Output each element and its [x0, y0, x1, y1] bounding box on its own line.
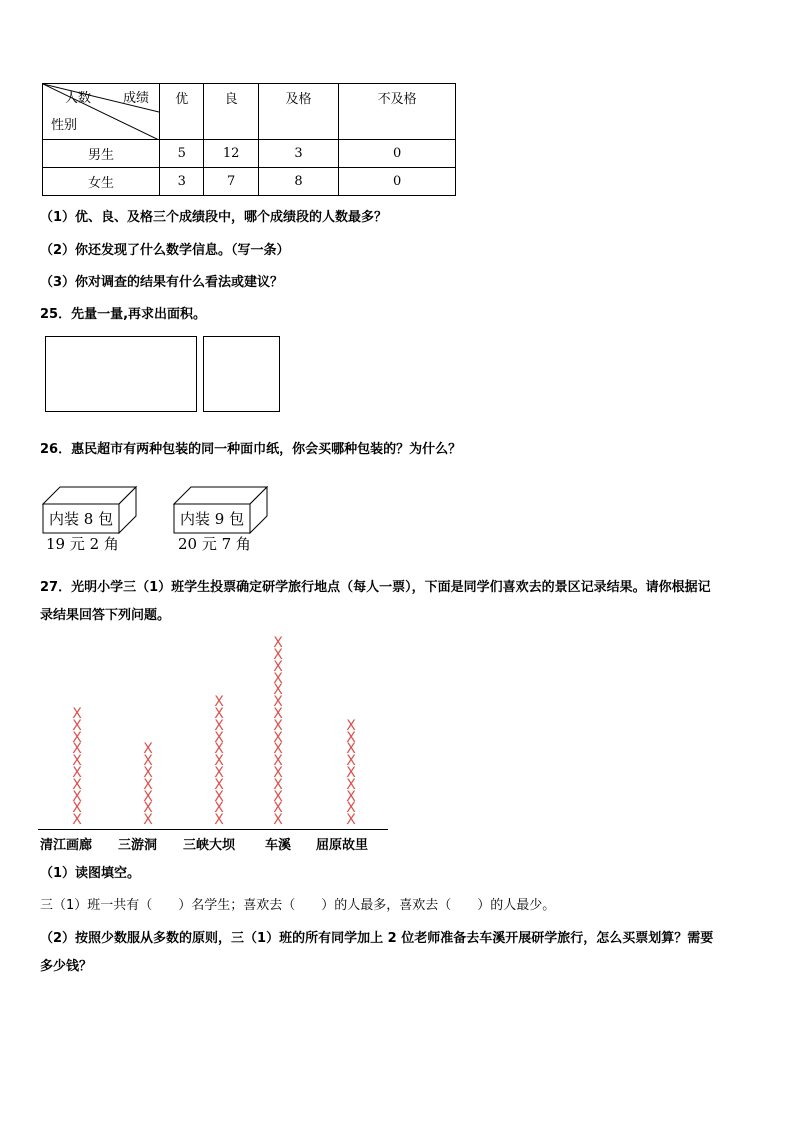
package-label: 内装 9 包 — [180, 510, 245, 528]
corner-bottom-label: 性别 — [51, 118, 78, 133]
tally-column — [212, 694, 226, 829]
tally-mark: X — [273, 788, 283, 805]
tally-mark: X — [72, 717, 82, 734]
table-cell: 3 — [258, 140, 339, 168]
tally-mark: X — [273, 729, 283, 746]
package-box-8 — [42, 486, 138, 538]
tally-mark: X — [143, 764, 153, 781]
tally-mark: X — [214, 812, 224, 829]
tally-mark: X — [72, 741, 82, 758]
tally-mark: X — [72, 812, 82, 829]
q27-sub2-line2: 多少钱？ — [40, 959, 93, 974]
table-cell: 12 — [204, 140, 258, 168]
table-corner-cell — [43, 84, 160, 140]
tally-mark: X — [273, 635, 283, 652]
grade-header: 良 — [204, 84, 258, 140]
tally-mark: X — [214, 800, 224, 817]
tally-mark: X — [143, 741, 153, 758]
grade-header: 不及格 — [339, 84, 456, 140]
tally-mark: X — [214, 753, 224, 770]
q25-text: 25．先量一量,再求出面积。 — [40, 307, 207, 322]
table-cell: 3 — [160, 168, 204, 196]
tally-mark: X — [72, 753, 82, 770]
tally-mark: X — [72, 706, 82, 722]
table-header-row — [43, 84, 456, 140]
corner-right-label: 成绩 — [123, 91, 150, 106]
tally-mark: X — [346, 800, 356, 817]
tally-mark: X — [273, 646, 283, 663]
tally-mark: X — [72, 776, 82, 793]
tally-mark: X — [143, 800, 153, 817]
package-price: 19 元 2 角 — [46, 535, 119, 553]
corner-top-label: 人数 — [65, 91, 92, 106]
table-cell: 5 — [160, 140, 204, 168]
tally-mark: X — [273, 670, 283, 687]
tally-mark: X — [346, 729, 356, 746]
tally-mark: X — [346, 776, 356, 793]
tally-mark: X — [72, 764, 82, 781]
tally-mark: X — [346, 812, 356, 829]
q27-text-line1: 27．光明小学三（1）班学生投票确定研学旅行地点（每人一票），下面是同学们喜欢去的景区记录结果。请你根据记 — [40, 580, 711, 595]
tally-mark: X — [143, 812, 153, 829]
tally-mark: X — [143, 753, 153, 770]
square-shape — [203, 336, 280, 412]
tally-mark: X — [273, 658, 283, 675]
category-label: 三峡大坝 — [183, 838, 236, 853]
package-box-9 — [173, 486, 269, 538]
q27-sub1: （1）读图填空。 — [40, 866, 141, 881]
row-label: 女生 — [43, 168, 160, 196]
grade-header: 优 — [160, 84, 204, 140]
tally-mark: X — [273, 717, 283, 734]
tally-mark: X — [273, 776, 283, 793]
chart-baseline — [38, 829, 388, 830]
tally-mark: X — [214, 788, 224, 805]
rectangle-shape — [45, 336, 197, 412]
tally-mark: X — [214, 764, 224, 781]
q27-sub2-line1: （2）按照少数服从多数的原则，三（1）班的所有同学加上 2 位老师准备去车溪开展研学旅行，怎么买票划算？需要 — [40, 931, 714, 946]
tally-mark: X — [346, 764, 356, 781]
tally-mark: X — [72, 800, 82, 817]
tally-mark: X — [273, 812, 283, 829]
score-table — [42, 83, 456, 196]
package-label: 内装 8 包 — [49, 510, 114, 528]
tally-mark: X — [214, 729, 224, 746]
tally-mark: X — [346, 717, 356, 734]
tally-mark: X — [214, 705, 224, 722]
tally-column — [141, 741, 155, 829]
tally-mark: X — [214, 694, 224, 711]
tally-mark: X — [273, 705, 283, 722]
q24-sub1: （1）优、良、及格三个成绩段中，哪个成绩段的人数最多？ — [40, 210, 388, 225]
tally-mark: X — [346, 788, 356, 805]
tally-mark: X — [72, 788, 82, 805]
category-label: 屈原故里 — [316, 838, 369, 853]
grade-header: 及格 — [258, 84, 339, 140]
tally-mark: X — [273, 764, 283, 781]
table-cell: 0 — [339, 140, 456, 168]
q27-fill-in: 三（1）班一共有（ ）名学生；喜欢去（ ）的人最多，喜欢去（ ）的人最少。 — [40, 898, 556, 913]
tally-column — [70, 706, 84, 829]
package-price: 20 元 7 角 — [178, 535, 251, 553]
q24-sub2: （2）你还发现了什么数学信息。（写一条） — [40, 243, 290, 258]
tally-mark: X — [273, 753, 283, 770]
q27-text-line2: 录结果回答下列问题。 — [40, 608, 171, 623]
tally-mark: X — [273, 741, 283, 758]
tally-mark: X — [214, 717, 224, 734]
tally-mark: X — [273, 694, 283, 711]
table-cell: 0 — [339, 168, 456, 196]
tally-column — [271, 635, 285, 829]
category-label: 三游洞 — [118, 838, 158, 853]
category-label: 清江画廊 — [40, 838, 93, 853]
tally-mark: X — [273, 800, 283, 817]
tally-mark: X — [346, 753, 356, 770]
tally-mark: X — [143, 788, 153, 805]
table-cell: 7 — [204, 168, 258, 196]
tally-column — [344, 717, 358, 829]
tally-mark: X — [214, 776, 224, 793]
tally-mark: X — [346, 741, 356, 758]
table-cell: 8 — [258, 168, 339, 196]
tally-mark: X — [143, 776, 153, 793]
row-label: 男生 — [43, 140, 160, 168]
tally-mark: X — [273, 682, 283, 699]
table-row — [43, 168, 456, 196]
category-label: 车溪 — [265, 838, 292, 853]
q26-text: 26．惠民超市有两种包装的同一种面巾纸，你会买哪种包装的？为什么？ — [40, 442, 462, 457]
table-row — [43, 140, 456, 168]
tally-mark: X — [72, 729, 82, 746]
q24-sub3: （3）你对调查的结果有什么看法或建议？ — [40, 275, 284, 290]
tally-mark: X — [214, 741, 224, 758]
